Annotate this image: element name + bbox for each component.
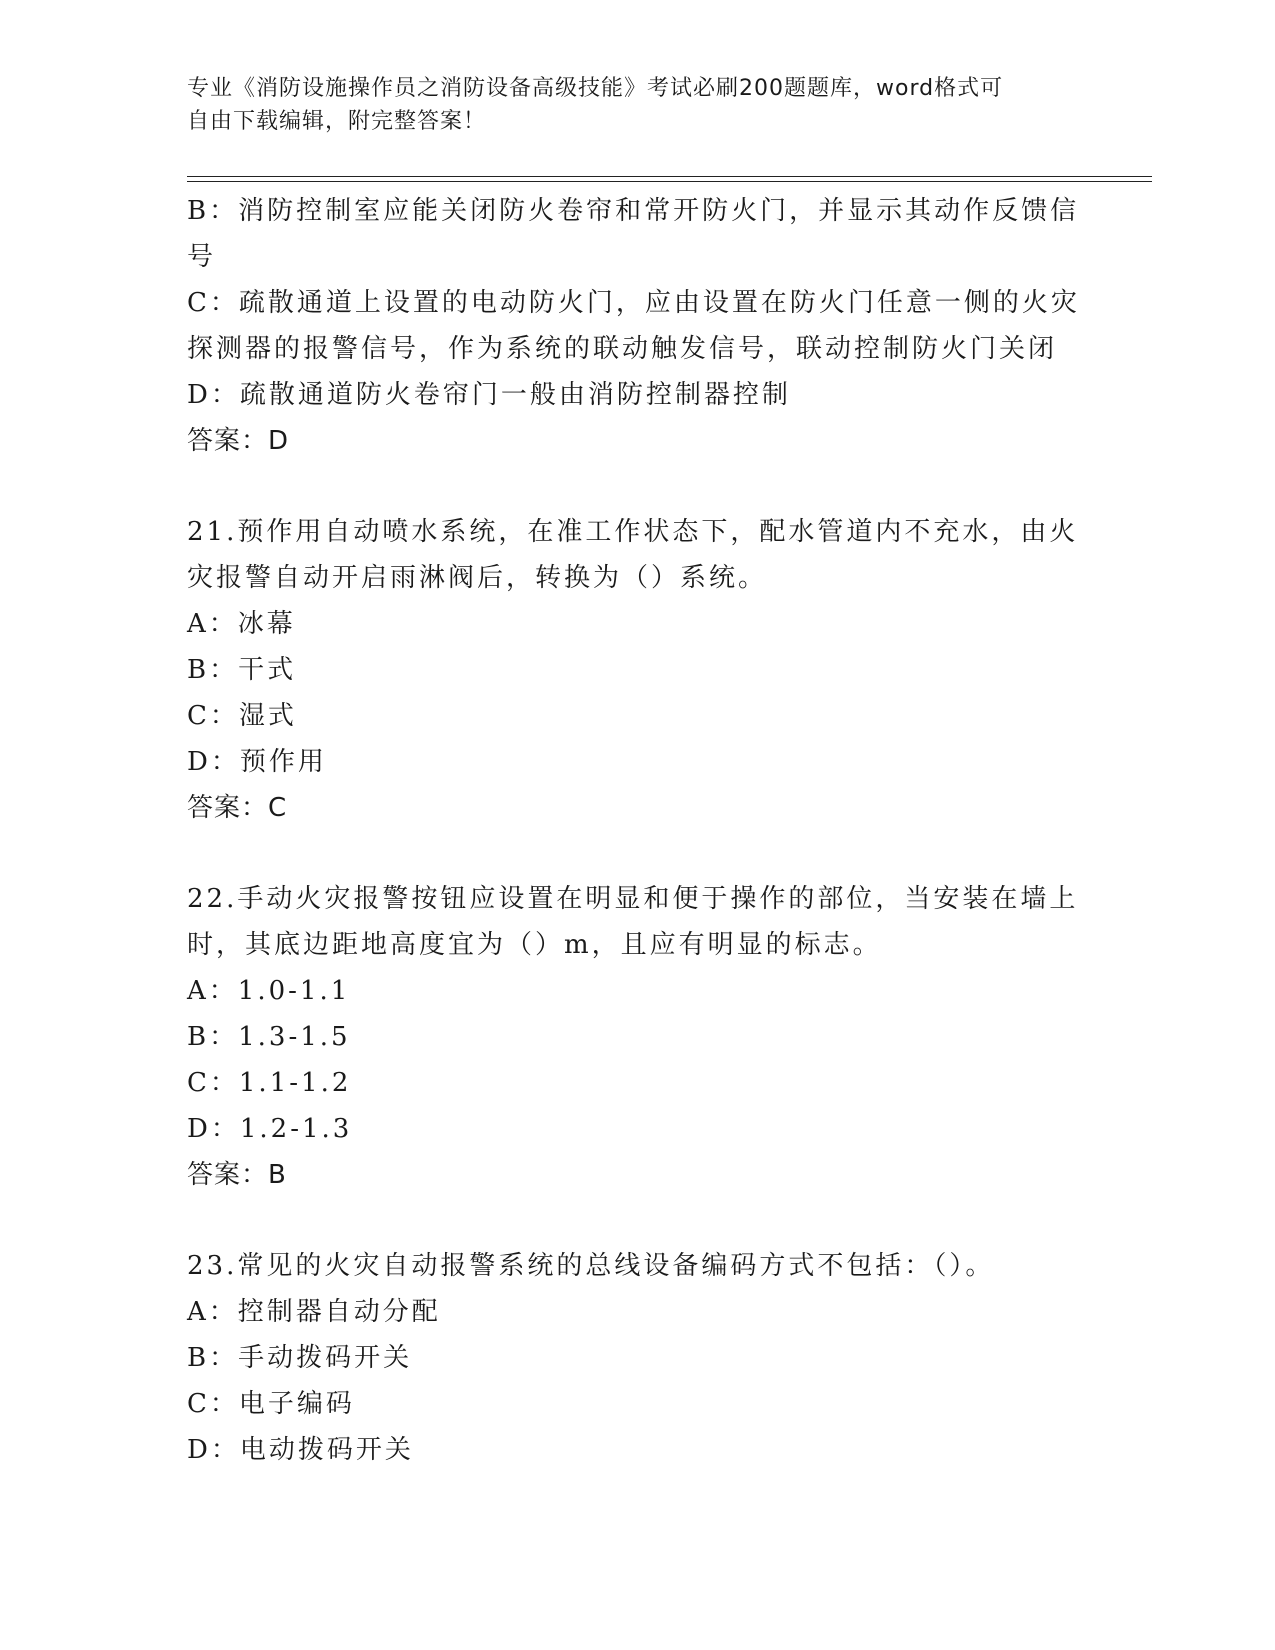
- question-23: [187, 1243, 1087, 1473]
- option-a: A：控制器自动分配: [187, 1297, 441, 1327]
- option-b: B：干式: [187, 655, 297, 685]
- header-divider-bottom: [187, 181, 1152, 182]
- option-d: D：1.2-1.3: [187, 1114, 353, 1144]
- option-b: B：1.3-1.5: [187, 1022, 351, 1052]
- answer: 答案：C: [187, 793, 288, 823]
- question-stem-continued: 灾报警自动开启雨淋阀后，转换为（）系统。: [187, 563, 768, 593]
- question-21: [187, 509, 1087, 831]
- question-stem: 21.预作用自动喷水系统，在准工作状态下，配水管道内不充水，由火: [187, 517, 1079, 547]
- header-line-2: 自由下载编辑，附完整答案！: [187, 109, 487, 134]
- spacer: [187, 831, 1087, 876]
- option-d: D：疏散通道防火卷帘门一般由消防控制器控制: [187, 380, 791, 410]
- spacer: [187, 464, 1087, 509]
- option-c: C：1.1-1.2: [187, 1068, 352, 1098]
- question-content: [187, 188, 1087, 1473]
- header-line-1: 专业《消防设施操作员之消防设备高级技能》考试必刷200题题库，word格式可: [187, 76, 1004, 101]
- option-b-continued: 号: [187, 242, 217, 272]
- answer: 答案：B: [187, 1160, 287, 1190]
- spacer: [187, 1198, 1087, 1243]
- answer: 答案：D: [187, 426, 290, 456]
- option-c-continued: 探测器的报警信号，作为系统的联动触发信号，联动控制防火门关闭: [187, 334, 1058, 364]
- question-stem: 22.手动火灾报警按钮应设置在明显和便于操作的部位，当安装在墙上: [187, 884, 1079, 914]
- question-stem: 23.常见的火灾自动报警系统的总线设备编码方式不包括：（）。: [187, 1251, 995, 1281]
- page-header: [187, 72, 1087, 138]
- option-c: C：湿式: [187, 701, 297, 731]
- option-a: A：冰幕: [187, 609, 296, 639]
- question-20-continued: [187, 188, 1087, 464]
- question-22: [187, 876, 1087, 1198]
- option-a: A：1.0-1.1: [187, 976, 351, 1006]
- option-c: C：电子编码: [187, 1389, 355, 1419]
- option-b: B：消防控制室应能关闭防火卷帘和常开防火门，并显示其动作反馈信: [187, 196, 1080, 226]
- header-divider-top: [187, 176, 1152, 177]
- question-stem-continued: 时，其底边距地高度宜为（）m，且应有明显的标志。: [187, 930, 882, 960]
- option-d: D：预作用: [187, 747, 327, 777]
- option-d: D：电动拨码开关: [187, 1435, 414, 1465]
- option-b: B：手动拨码开关: [187, 1343, 413, 1373]
- option-c: C：疏散通道上设置的电动防火门，应由设置在防火门任意一侧的火灾: [187, 288, 1080, 318]
